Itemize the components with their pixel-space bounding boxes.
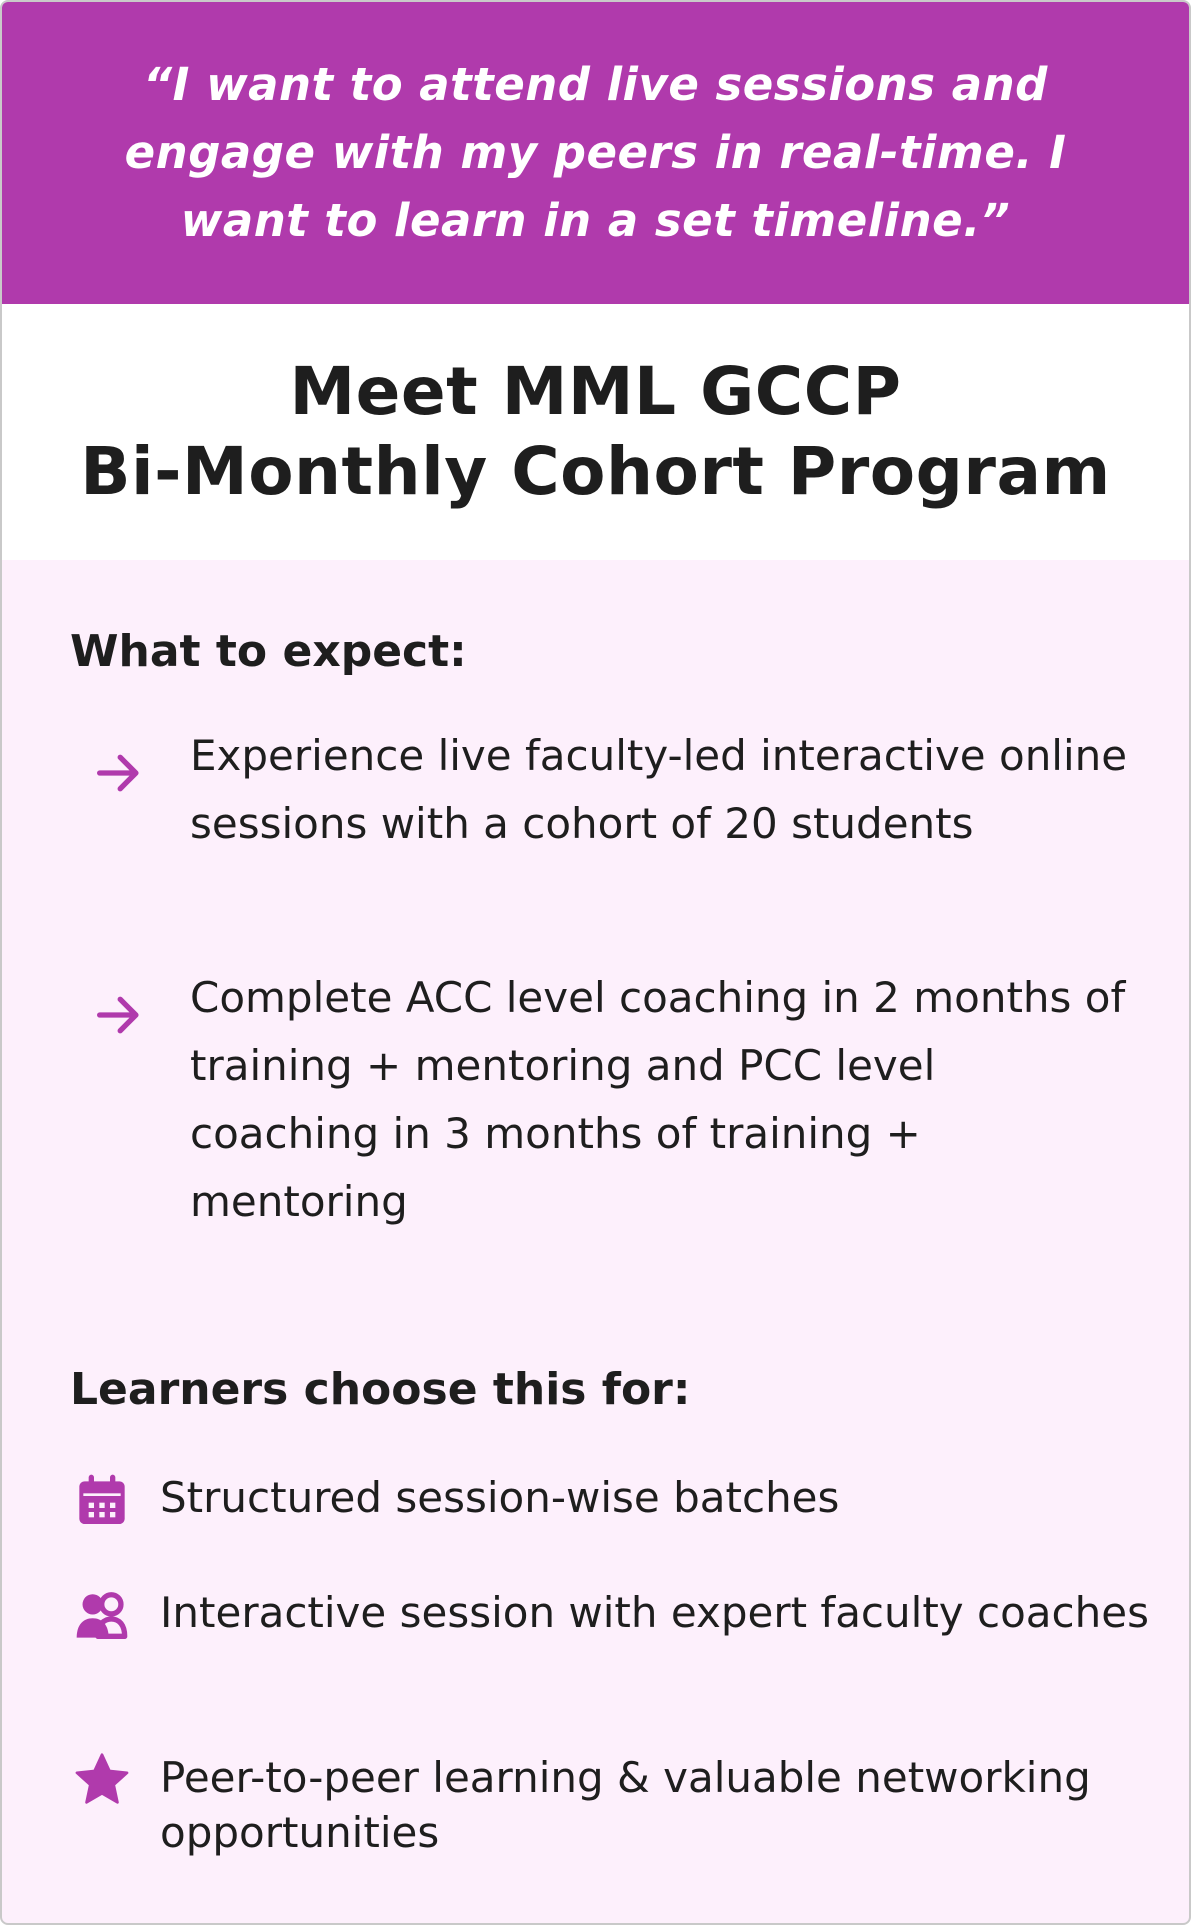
users-icon — [70, 1583, 134, 1647]
star-icon — [70, 1748, 134, 1812]
what-to-expect-heading: What to expect: — [70, 626, 467, 677]
arrow-right-icon — [90, 744, 148, 802]
program-title-line-2: Bi-Monthly Cohort Program — [80, 433, 1111, 510]
quote-banner — [2, 2, 1189, 304]
expect-item-text: Complete ACC level coaching in 2 months of training + mentoring and PCC level coaching in 3 months of training + mentoring — [190, 973, 1126, 1226]
choose-item-text: Peer-to-peer learning & valuable networking opportunities — [160, 1753, 1091, 1857]
learners-choose-heading: Learners choose this for: — [70, 1364, 691, 1415]
calendar-icon — [70, 1468, 134, 1532]
title-block — [2, 304, 1189, 560]
expect-item-text: Experience live faculty-led interactive online sessions with a cohort of 20 students — [190, 731, 1128, 848]
arrow-right-icon — [90, 986, 148, 1044]
program-title-line-1: Meet MML GCCP — [289, 353, 902, 430]
choose-item-text: Interactive session with expert faculty coaches — [160, 1588, 1149, 1637]
learner-quote: “I want to attend live sessions and engage with my peers in real-time. I want to learn in a set timeline.” — [124, 58, 1067, 247]
choose-item-text: Structured session-wise batches — [160, 1473, 840, 1522]
